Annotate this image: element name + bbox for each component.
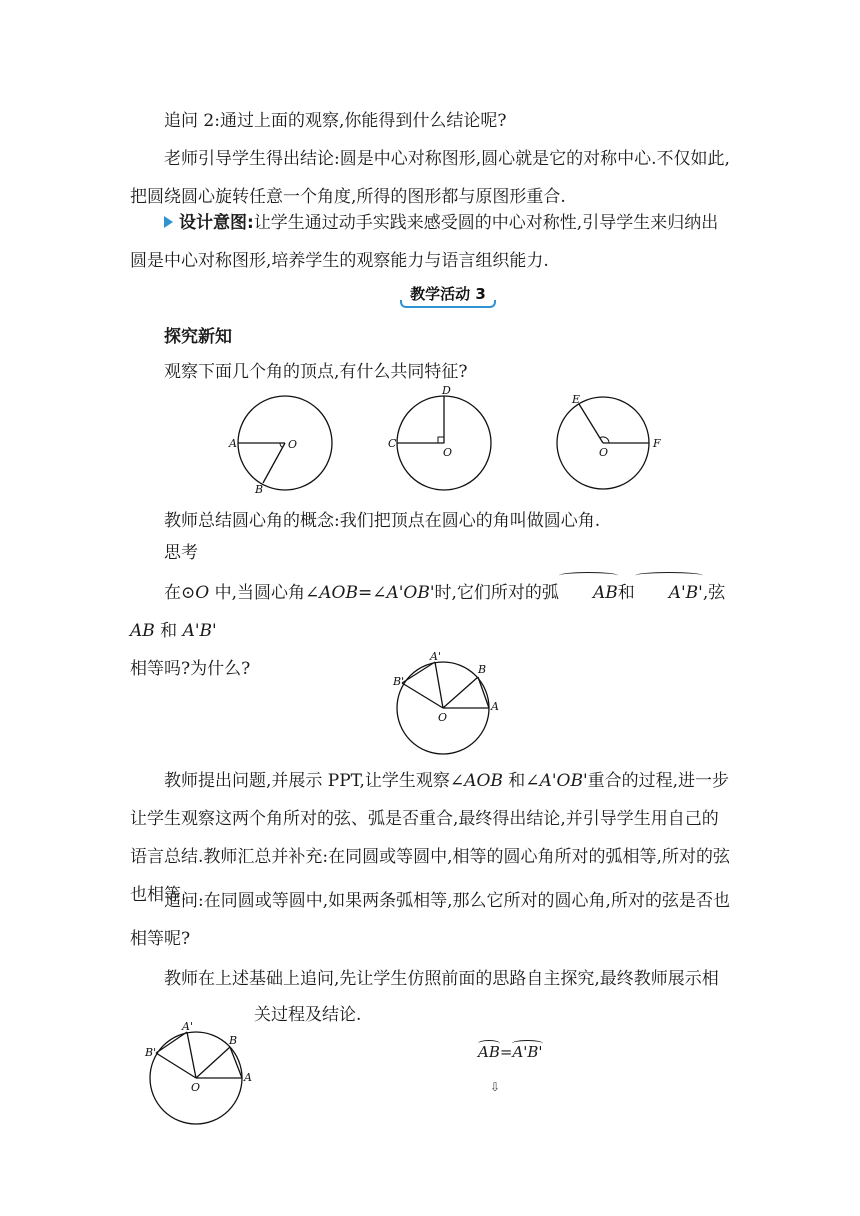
paragraph-conclusion: 老师引导学生得出结论:圆是中心对称图形,圆心就是它的对称中心.不仅如此,把圆绕圆心旋转任意一个角度,所得的图形都与原图形重合. [130,149,730,207]
text-span: 重合的过程,进一步让学生观察这两个角所对的弦、弧是否重合,最终得出结论,并引导学生用自己的语言总结.教师汇总并补充:在同圆或等圆中,相等的圆心角所对的弧相等,所对的弦也相等. [130,771,730,905]
fig3-label-o: O [599,446,609,459]
math-angle-aob-prime: A'OB' [386,583,435,603]
math-arc-ab: AB [478,1043,500,1061]
text-span: ,弦 [702,583,726,603]
figure-circle-eof [555,390,675,496]
text-span: 中,当圆心角∠ [209,583,320,603]
fig1-label-a: A [229,437,237,450]
fig5-label-a-prime: A' [182,1020,193,1033]
fig4-label-a-prime: A' [430,650,441,663]
paragraph-think: 思考 [164,543,198,563]
section-badge-text: 教学活动 3 [410,285,486,303]
fig5-label-a: A [244,1071,252,1084]
figure-circle-aob [228,396,332,496]
fig4-label-a: A [491,700,499,713]
fig5-label-b-prime: B' [145,1046,157,1059]
fig5-label-o: O [191,1081,201,1094]
fig4-label-o: O [438,711,448,724]
math-chord-ab-prime: A'B' [182,621,217,641]
math-angle-aob: AOB [464,771,503,791]
fig4-label-b: B [478,663,487,676]
text-span: 教师提出问题,并展示 PPT,让学生观察∠ [164,771,465,791]
figure-circle-rotated-angles [390,650,505,756]
fig1-label-b: B [255,483,264,496]
fig2-label-c: C [388,437,397,450]
math-o: O [195,583,210,603]
math-angle-aob: AOB [319,583,358,603]
figure-circle-cod [388,386,491,490]
fig3-label-e: E [572,393,581,406]
math-angle-aob-prime: A'OB' [539,771,588,791]
text-span: 和 [617,583,635,603]
triangle-bullet-icon [164,216,173,228]
math-chord-ab: AB [130,621,155,641]
heading-explore: 探究新知 [164,327,232,347]
design-intent-text: 让学生通过动手实践来感受圆的中心对称性,引导学生来归纳出圆是中心对称图形,培养学生的观察能力与语言组织能力. [130,213,719,271]
math-arc-ab-prime: A'B' [635,574,703,612]
figure-row-central-angles [225,386,515,496]
paragraph-definition: 教师总结圆心角的概念:我们把顶点在圆心的角叫做圆心角. [164,511,601,531]
text-span: =∠ [357,583,387,603]
paragraph-observe: 观察下面几个角的顶点,有什么共同特征? [164,362,468,382]
equation-equal-arcs [478,1042,543,1062]
paragraph-followup: 追问:在同圆或等圆中,如果两条弧相等,那么它所对的圆心角,所对的弦是否也相等呢? [130,891,730,949]
section-badge-underline [400,300,496,308]
fig5-label-b: B [229,1034,238,1047]
fig1-label-o: O [288,438,298,451]
paragraph-teacher-followup: 教师在上述基础上追问,先让学生仿照前面的思路自主探究,最终教师展示相 [164,969,719,989]
design-intent-label: 设计意图: [179,213,254,233]
fig4-label-b-prime: B' [393,675,405,688]
paragraph-design-intent [130,204,730,280]
text-span: 和 [154,621,183,641]
text-span: 和∠ [502,771,540,791]
text-span: 在⊙ [164,583,196,603]
down-arrow-icon: ⇩ [490,1080,501,1094]
section-badge [400,284,496,308]
math-equals: = [499,1043,513,1061]
fig3-label-f: F [653,437,661,450]
fig2-label-d: D [442,386,451,397]
fig2-label-o: O [443,446,453,459]
text-span: 时,它们所对的弧 [434,583,559,603]
text-span: 相等吗?为什么? [130,659,251,679]
math-arc-ab-prime: A'B' [512,1043,543,1061]
paragraph-process: 关过程及结论. [254,1005,362,1025]
figure-circle-equal-arcs [140,1018,258,1128]
paragraph-question2: 追问 2:通过上面的观察,你能得到什么结论呢? [164,111,507,131]
math-arc-ab: AB [559,574,618,612]
